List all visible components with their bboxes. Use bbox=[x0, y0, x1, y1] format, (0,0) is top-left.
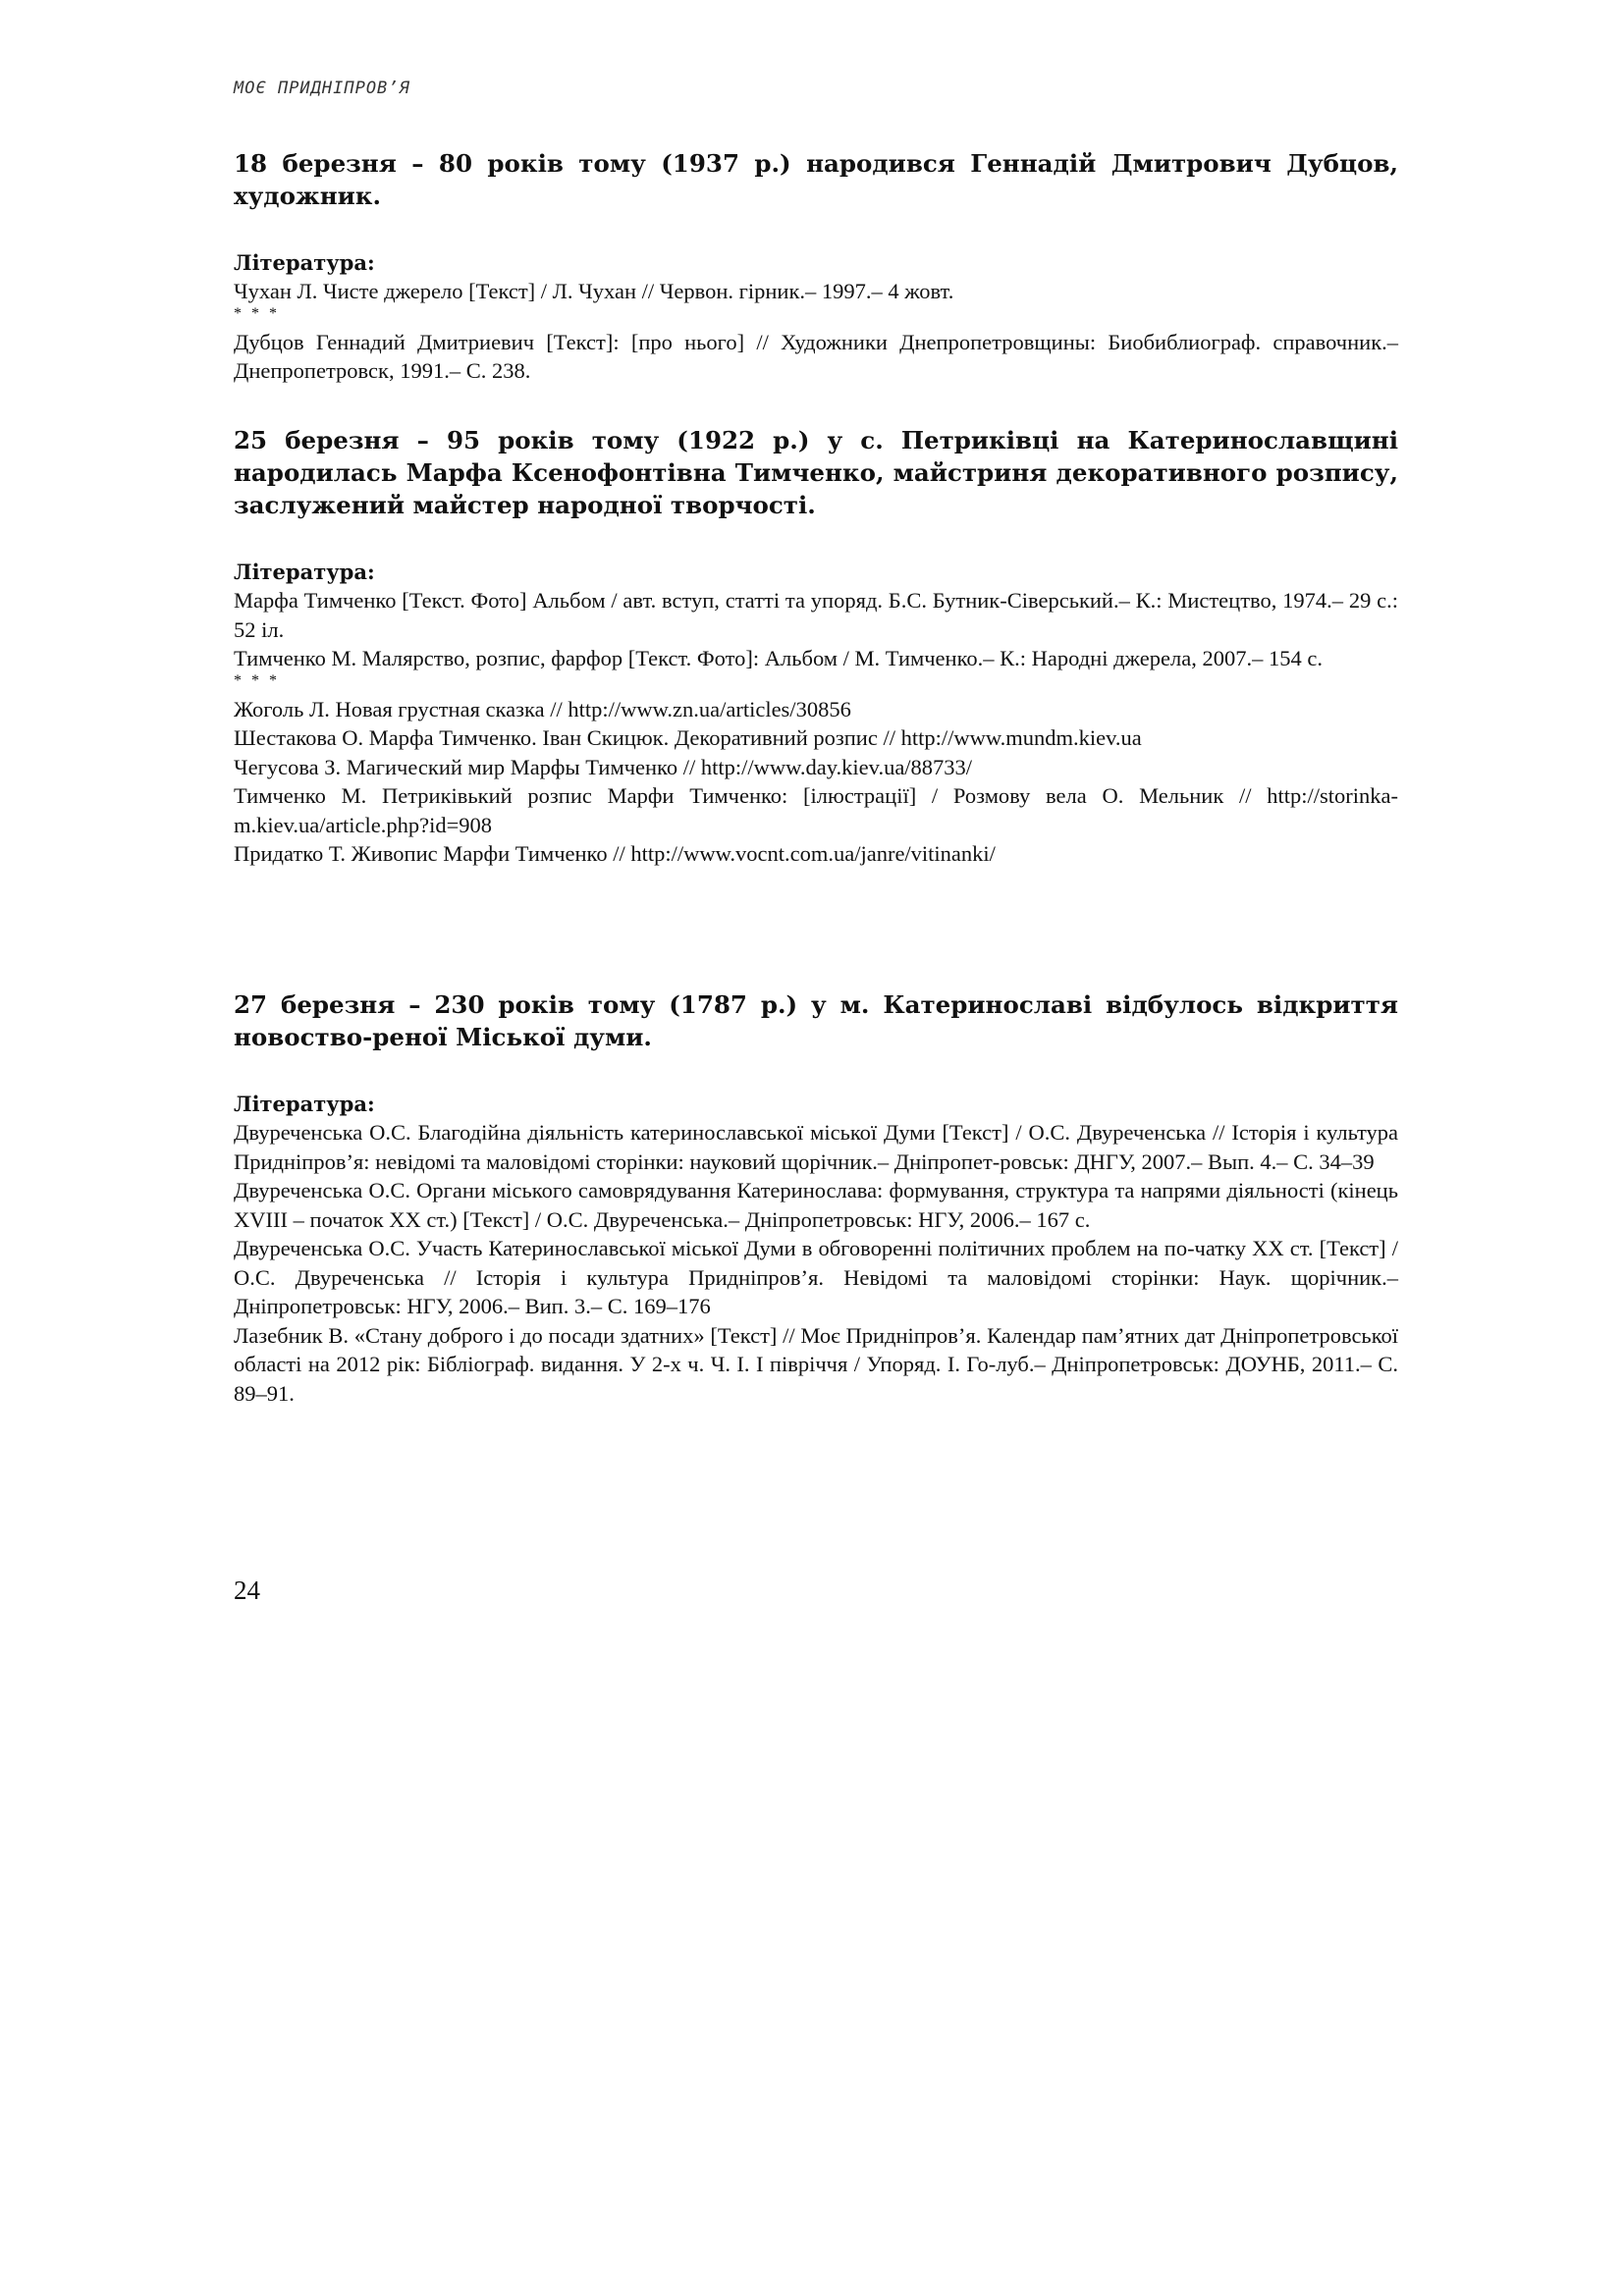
section-city-duma bbox=[234, 988, 1398, 1408]
reference-item: Тимченко М. Петриківький розпис Марфи Тимченко: [ілюстрації] / Розмову вела О. Мельник // http://storinka-m.kiev.ua/article.php?id=908 bbox=[234, 783, 1398, 837]
section-heading: 18 березня – 80 років тому (1937 р.) народився Геннадій Дмитрович Дубцов, художник. bbox=[234, 149, 1398, 210]
section-dubtsov bbox=[234, 147, 1398, 386]
literature-label: Література: bbox=[234, 1092, 375, 1116]
reference-item: Чухан Л. Чисте джерело [Текст] / Л. Чухан // Червон. гірник.– 1997.– 4 жовт. bbox=[234, 279, 954, 303]
reference-item: Двуреченська О.С. Органи міського самоврядування Катеринослава: формування, структура та напрями діяльності (кінець XVIII – початок XX ст.) [Текст] / О.С. Двуреченська.– Дніпропетровськ: НГУ, 2006.– 167 с. bbox=[234, 1178, 1398, 1232]
section-tymchenko bbox=[234, 424, 1398, 869]
page-number: 24 bbox=[234, 1575, 260, 1605]
reference-item: Лазебник В. «Стану доброго і до посади здатних» [Текст] // Моє Придніпров’я. Календар пам’ятних дат Дніпропетровської області на 2012 рік: Бібліограф. видання. У 2-х ч. Ч. І. І півріччя / Упоряд. І. Го-луб.– Дніпропетровськ: ДОУНБ, 2011.– С. 89–91. bbox=[234, 1322, 1398, 1406]
reference-item: Двуреченська О.С. Благодійна діяльність катеринославської міської Думи [Текст] / О.С. Двуреченська // Історія і культура Придніпров’я: невідомі та маловідомі сторінки: науковий щорічник.– Дніпропет-ровськ: ДНГУ, 2007.– Вып. 4.– С. 34–39 bbox=[234, 1120, 1398, 1174]
separator-asterisks: * * * bbox=[234, 304, 280, 322]
running-header: МОЄ ПРИДНІПРОВ’Я bbox=[234, 79, 410, 98]
reference-item: Марфа Тимченко [Текст. Фото] Альбом / авт. вступ, статті та упоряд. Б.С. Бутник-Сіверський.– К.: Мистецтво, 1974.– 29 с.: 52 іл. bbox=[234, 588, 1398, 642]
literature-label: Література: bbox=[234, 560, 375, 584]
reference-item: Дубцов Геннадий Дмитриевич [Текст]: [про нього] // Художники Днепропетровщины: Биобиблиограф. справочник.– Днепропетровск, 1991.– С. 238. bbox=[234, 329, 1398, 383]
reference-item: Двуреченська О.С. Участь Катеринославської міської Думи в обговоренні політичних проблем на по-чатку XX ст. [Текст] / О.С. Двуреченська // Історія і культура Придніпров’я. Невідомі та маловідомі сторінки: Наук. щорічник.– Дніпропетровськ: НГУ, 2006.– Вип. 3.– С. 169–176 bbox=[234, 1236, 1398, 1318]
reference-item: Жоголь Л. Новая грустная сказка // http://www.zn.ua/articles/30856 bbox=[234, 696, 851, 721]
literature-label: Література: bbox=[234, 250, 375, 275]
reference-item: Тимченко М. Малярство, розпис, фарфор [Текст. Фото]: Альбом / М. Тимченко.– К.: Народні джерела, 2007.– 154 с. bbox=[234, 646, 1323, 670]
section-heading: 27 березня – 230 років тому (1787 р.) у м. Катеринославі відбулось відкриття новоство-реної Міської думи. bbox=[234, 990, 1398, 1051]
section-heading: 25 березня – 95 років тому (1922 р.) у с. Петриківці на Катеринославщині народилась Марфа Ксенофонтівна Тимченко, майстриня декоративного розпису, заслужений майстер народної творчості. bbox=[234, 426, 1398, 519]
separator-asterisks: * * * bbox=[234, 671, 280, 689]
reference-item: Придатко Т. Живопис Марфи Тимченко // http://www.vocnt.com.ua/janre/vitinanki/ bbox=[234, 841, 996, 866]
reference-item: Чегусова З. Магический мир Марфы Тимченко // http://www.day.kiev.ua/88733/ bbox=[234, 754, 973, 779]
reference-item: Шестакова О. Марфа Тимченко. Іван Скицюк. Декоративний розпис // http://www.mundm.kiev.ua bbox=[234, 725, 1142, 750]
